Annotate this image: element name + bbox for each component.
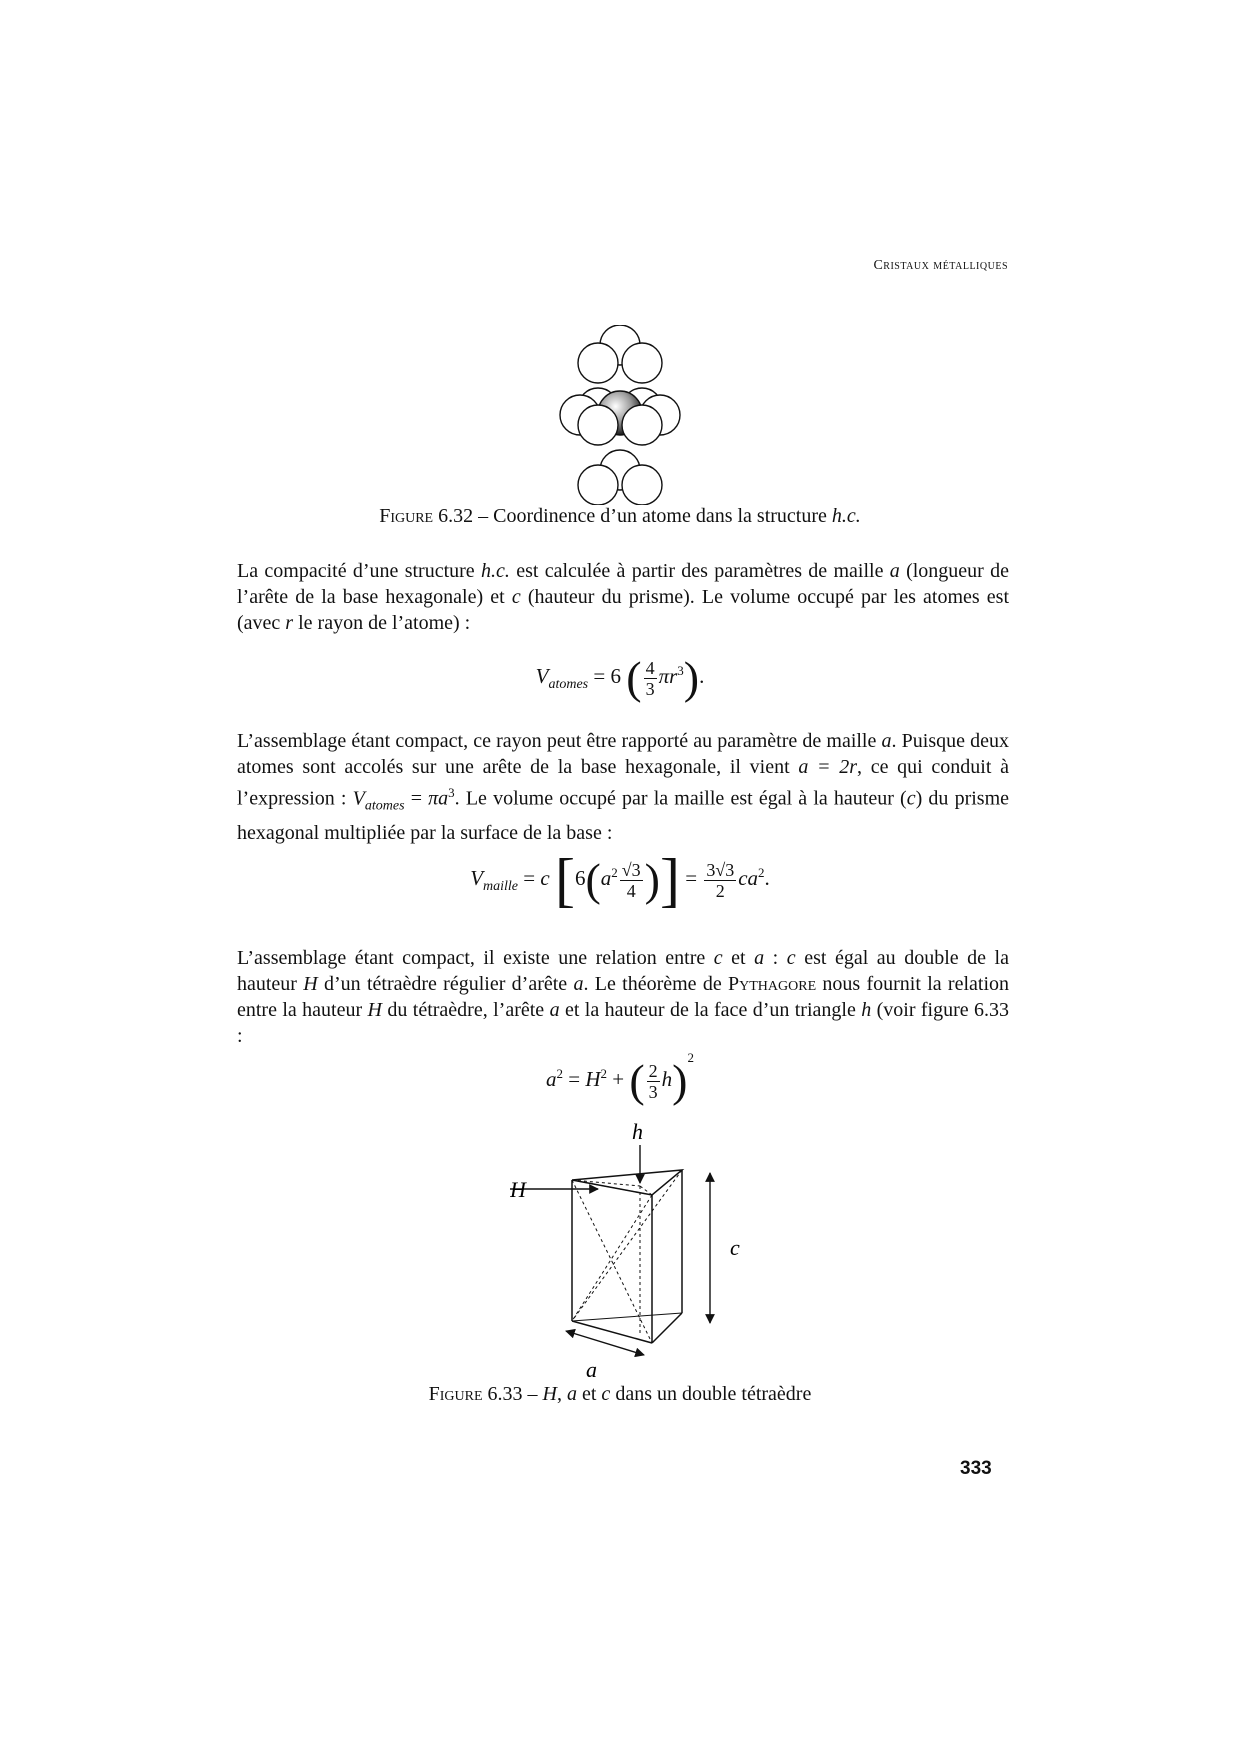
- paragraph-3: L’assemblage étant compact, il existe une relation entre c et a : c est égal au double de la hauteur H d’un tétraèdre régulier d’arête a. Le théorème de Pythagore nous fournit la relation entre la hauteur H du tétraèdre, l’arête a et la hauteur de la face d’un triangle h (voir figure 6.33 :: [237, 947, 1010, 1047]
- figure-6-33-caption: Figure 6.33 – H, a et c dans un double tétraèdre: [428, 1383, 812, 1405]
- paragraph-2: L’assemblage étant compact, ce rayon peut être rapporté au paramètre de maille a. Puisque deux atomes sont accolés sur une arête de la base hexagonale, il vient a = 2r, ce qui conduit à l’expression : $V_{atomes} = \pi a^3$. Le volume occupé par la maille est égal à la hauteur (c) du prisme hexagonal multipliée par la surface de la base :: [237, 730, 1010, 844]
- equation-pythagore: $a^2 = H^2$ + ( $\frac{2}{3}$ h)$^2$: [545, 1050, 694, 1107]
- a-arrow: [566, 1331, 644, 1355]
- running-head: Cristaux métalliques: [873, 258, 1008, 273]
- figure-6-33-prism-diagram: [510, 1115, 760, 1380]
- figure-6-32-caption: [0, 505, 1240, 528]
- label-h: h: [632, 1119, 643, 1144]
- middle-layer-atoms: [560, 388, 680, 445]
- paragraph-1: La compacité d’une structure h.c. est calculée à partir des paramètres de maille a (longueur de l’arête de la base hexagonale) et c (hauteur du prisme). Le volume occupé par les atomes est (avec r le rayon de l’atome) :: [237, 560, 1010, 634]
- figure-label: Figure 6.32: [379, 505, 474, 527]
- page-number: 333: [960, 1458, 992, 1479]
- figure-6-32-coordination-diagram: [540, 325, 700, 505]
- equation-v-atomes: $V_{atomes} = 6$ ( $\frac{4}{3}$ $\pi r^3$).: [535, 652, 705, 703]
- top-layer-atoms: [578, 325, 662, 383]
- prism-edges: [572, 1170, 682, 1343]
- caption-italic: h.c.: [831, 505, 861, 527]
- label-a: a: [586, 1357, 597, 1380]
- label-c: c: [730, 1235, 740, 1260]
- equation-v-maille: $V_{maille} = c$ [$6(a^2$ $\frac{√3}{4}$ )] = $\frac{3√3}{2}$ $ca^2$.: [470, 847, 770, 913]
- label-H: H: [510, 1177, 526, 1202]
- bottom-layer-atoms: [578, 450, 662, 505]
- caption-text: – Coordinence d’un atome dans la structure: [473, 505, 832, 527]
